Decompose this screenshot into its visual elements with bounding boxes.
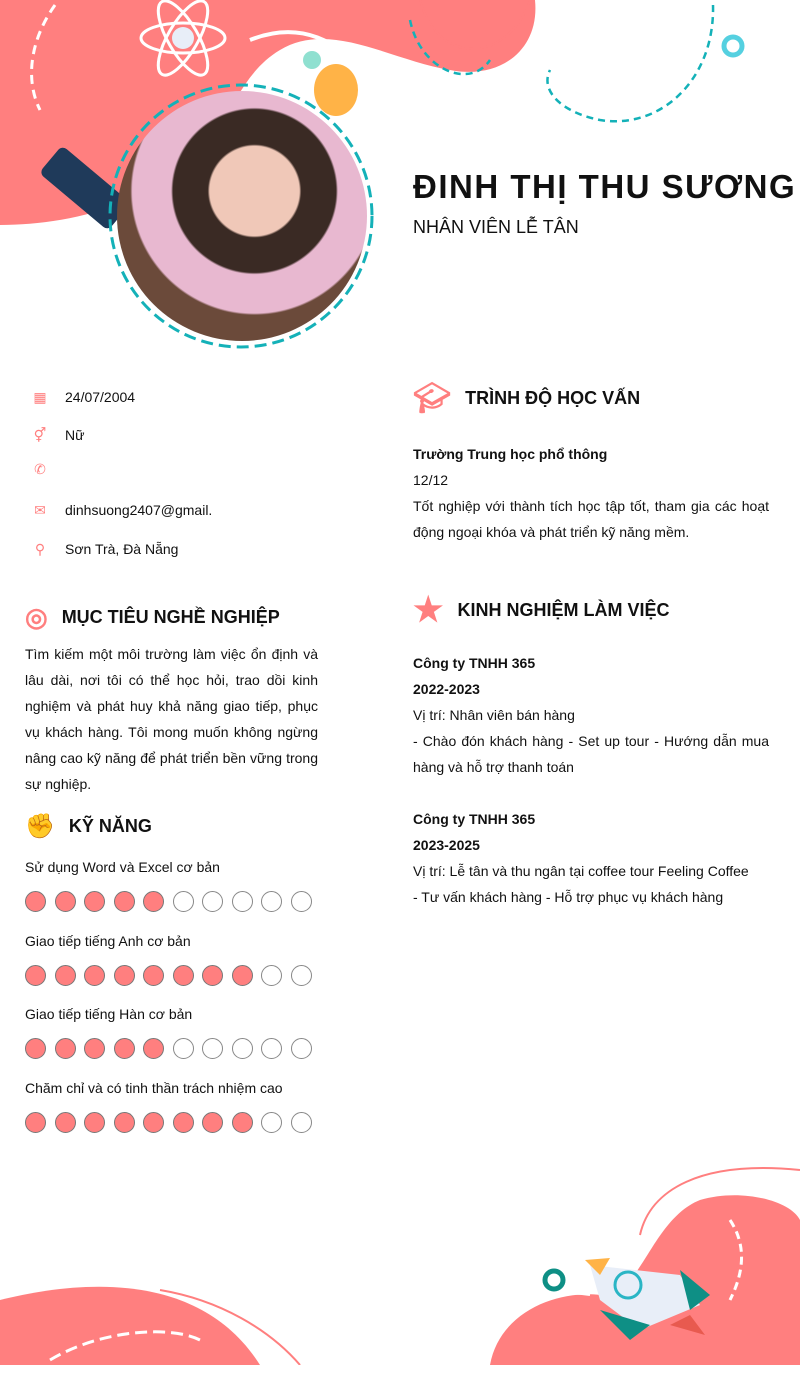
email-value: dinhsuong2407@gmail. xyxy=(65,502,213,518)
position: Vị trí: Nhân viên bán hàng xyxy=(413,707,575,723)
rating-dot xyxy=(291,1038,312,1059)
rating-dot xyxy=(84,891,105,912)
rating-dot xyxy=(114,965,135,986)
address-value: Sơn Trà, Đà Nẵng xyxy=(65,541,179,557)
experience-entry xyxy=(413,806,769,910)
rating-dot xyxy=(261,965,282,986)
rating-dot xyxy=(202,1112,223,1133)
experience-heading xyxy=(413,590,670,630)
skill-item xyxy=(25,933,320,986)
footer-decoration xyxy=(0,1160,800,1390)
star-icon: ★ xyxy=(413,591,444,629)
rating-dot xyxy=(173,1112,194,1133)
rating-dot xyxy=(143,965,164,986)
rating-dot xyxy=(84,1112,105,1133)
rating-dot xyxy=(25,891,46,912)
contact-phone xyxy=(30,459,65,479)
company-name: Công ty TNHH 365 xyxy=(413,811,536,827)
rating-dot xyxy=(114,891,135,912)
rating-dot xyxy=(202,891,223,912)
rating-dot xyxy=(173,1038,194,1059)
objective-text: Tìm kiếm một môi trường làm việc ổn định và lâu dài, nơi tôi có thể học hỏi, trao dồi kinh nghiệm và phát huy khả năng giao tiếp, phục vụ khách hàng. Tôi mong muốn không ngừng nâng cao kỹ năng để phát triển bền vững trong sự nghiệp. xyxy=(25,646,318,792)
fist-icon: ✊ xyxy=(25,813,55,840)
profile-photo xyxy=(117,91,367,341)
skill-item xyxy=(25,859,320,912)
rating-dot xyxy=(232,1112,253,1133)
experience-entry xyxy=(413,650,769,780)
skill-name: Giao tiếp tiếng Anh cơ bản xyxy=(25,932,191,949)
rating-dot xyxy=(143,1038,164,1059)
company-name: Công ty TNHH 365 xyxy=(413,655,536,671)
graduation-cap-icon: 🎓︎ xyxy=(413,382,452,415)
education-title: TRÌNH ĐỘ HỌC VẤN xyxy=(465,388,641,408)
rating-dot xyxy=(143,891,164,912)
skills-title: KỸ NĂNG xyxy=(68,816,152,836)
experience-title: KINH NGHIỆM LÀM VIỆC xyxy=(457,599,670,620)
skill-rating xyxy=(25,1112,320,1133)
education-entry xyxy=(413,441,769,545)
rating-dot xyxy=(261,1038,282,1059)
rating-dot xyxy=(232,1038,253,1059)
rating-dot xyxy=(25,1112,46,1133)
rating-dot xyxy=(84,965,105,986)
skill-item xyxy=(25,1006,320,1059)
education-desc: Tốt nghiệp với thành tích học tập tốt, tham gia các hoạt động ngoại khóa và phát triển kỹ năng mềm. xyxy=(413,498,769,540)
contact-birthday xyxy=(30,387,135,407)
education-heading xyxy=(413,381,640,416)
rating-dot xyxy=(173,891,194,912)
period: 2023-2025 xyxy=(413,837,480,853)
rating-dot xyxy=(114,1038,135,1059)
rating-dot xyxy=(114,1112,135,1133)
skills-heading xyxy=(25,812,152,841)
objective-title: MỤC TIÊU NGHỀ NGHIỆP xyxy=(61,607,280,627)
phone-icon: ✆ xyxy=(34,460,46,477)
skill-rating xyxy=(25,965,320,986)
location-pin-icon: ⚲ xyxy=(34,540,46,557)
period: 2022-2023 xyxy=(413,681,480,697)
rating-dot xyxy=(261,1112,282,1133)
rating-dot xyxy=(291,965,312,986)
rating-dot xyxy=(232,891,253,912)
rating-dot xyxy=(202,1038,223,1059)
skill-rating xyxy=(25,1038,320,1059)
job-desc: - Chào đón khách hàng - Set up tour - Hướng dẫn mua hàng và hỗ trợ thanh toán xyxy=(413,733,769,775)
contact-address xyxy=(30,539,178,559)
objective-heading xyxy=(25,602,280,633)
gender-value: Nữ xyxy=(65,427,85,443)
position: Vị trí: Lễ tân và thu ngân tại coffee tour Feeling Coffee xyxy=(413,863,749,879)
rating-dot xyxy=(232,965,253,986)
rating-dot xyxy=(173,965,194,986)
gender-icon: ⚥ xyxy=(33,426,47,443)
grade: 12/12 xyxy=(413,472,449,488)
job-title: NHÂN VIÊN LỄ TÂN xyxy=(413,217,579,237)
target-icon: ◎ xyxy=(25,602,48,632)
skill-name: Giao tiếp tiếng Hàn cơ bản xyxy=(25,1006,193,1022)
skill-name: Sử dụng Word và Excel cơ bản xyxy=(25,859,220,875)
rating-dot xyxy=(55,965,76,986)
skill-rating xyxy=(25,891,320,912)
school-name: Trường Trung học phổ thông xyxy=(413,446,608,462)
rating-dot xyxy=(143,1112,164,1133)
rating-dot xyxy=(25,1038,46,1059)
rating-dot xyxy=(55,1038,76,1059)
skill-item xyxy=(25,1080,320,1133)
calendar-icon: ▦ xyxy=(33,388,47,405)
rating-dot xyxy=(291,891,312,912)
contact-gender xyxy=(30,425,84,445)
rating-dot xyxy=(55,891,76,912)
rating-dot xyxy=(84,1038,105,1059)
rating-dot xyxy=(202,965,223,986)
skill-name: Chăm chỉ và có tinh thần trách nhiệm cao xyxy=(25,1079,283,1096)
rating-dot xyxy=(291,1112,312,1133)
birthday-value: 24/07/2004 xyxy=(65,389,136,405)
email-icon: ✉ xyxy=(34,501,46,518)
rating-dot xyxy=(25,965,46,986)
rating-dot xyxy=(261,891,282,912)
candidate-name: ĐINH THỊ THU SƯƠNG xyxy=(413,168,797,205)
rating-dot xyxy=(55,1112,76,1133)
contact-email xyxy=(30,500,212,520)
job-desc: - Tư vấn khách hàng - Hỗ trợ phục vụ khách hàng xyxy=(413,889,724,905)
